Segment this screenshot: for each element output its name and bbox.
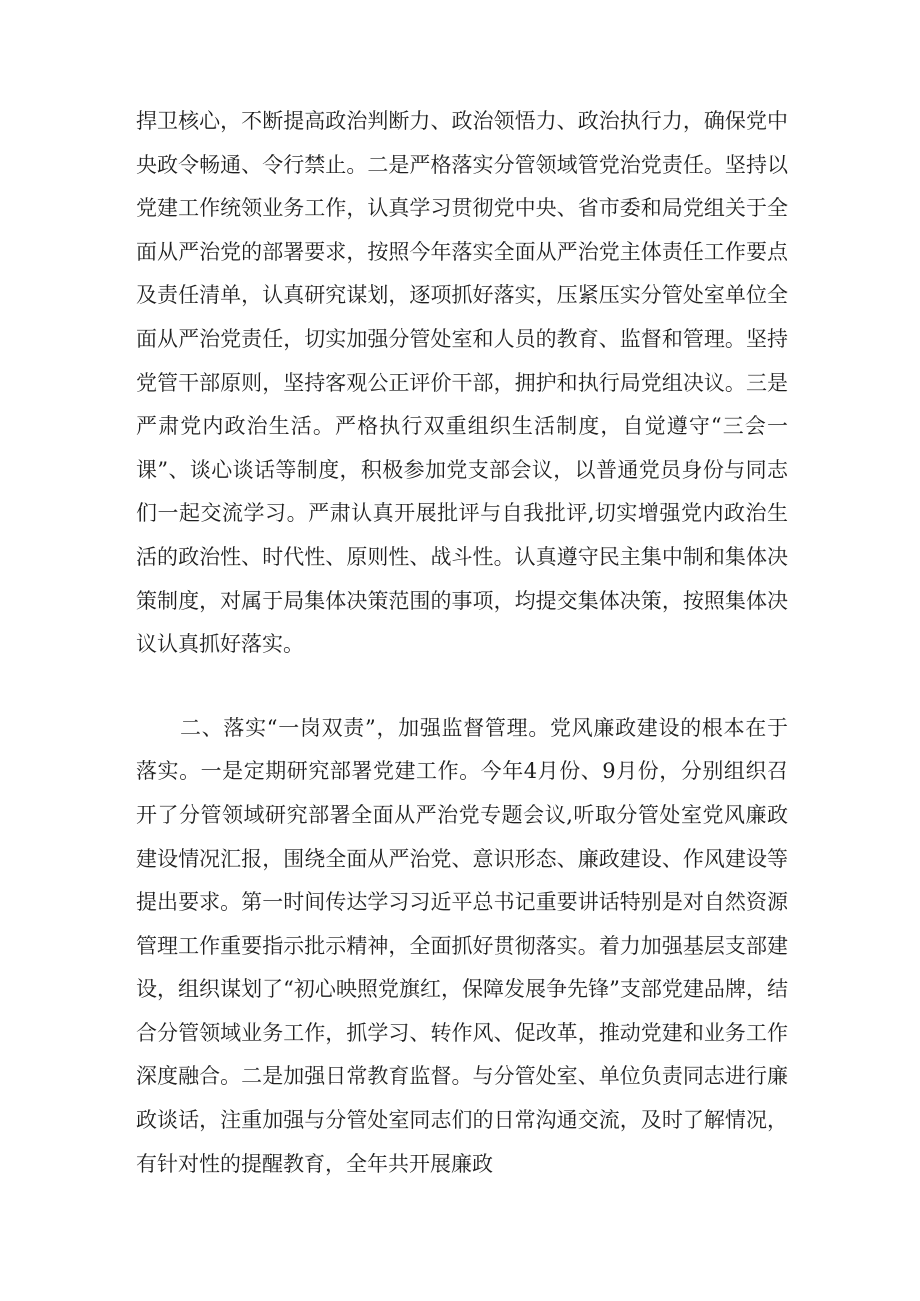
paragraph-section-two: 二、落实“一岗双责”，加强监督管理。党风廉政建设的根本在于落实。一是定期研究部署党建工作。今年4月份、9月份，分别组织召开了分管领域研究部署全面从严治党专题会议,听取分管处室党风廉政建设情况汇报，围绕全面从严治党、意识形态、廉政建设、作风建设等提出要求。第一时间传达学习习近平总书记重要讲话特别是对自然资源管理工作重要指示批示精神，全面抓好贯彻落实。着力加强基层支部建设，组织谋划了“初心映照党旗红，保障发展争先锋”支部党建品牌，结合分管领域业务工作，抓学习、转作风、促改革，推动党建和业务工作深度融合。二是加强日常教育监督。与分管处室、单位负责同志进行廉政谈话，注重加强与分管处室同志们的日常沟通交流，及时了解情况，有针对性的提醒教育，全年共开展廉政: [136, 715, 788, 1176]
paragraph-spacer: [136, 667, 788, 707]
document-body: [136, 100, 788, 1186]
paragraph-continuation: 捍卫核心，不断提高政治判断力、政治领悟力、政治执行力，确保党中央政令畅通、令行禁止。二是严格落实分管领域管党治党责任。坚持以党建工作统领业务工作，认真学习贯彻党中央、省市委和局党组关于全面从严治党的部署要求，按照今年落实全面从严治党主体责任工作要点及责任清单，认真研究谋划，逐项抓好落实，压紧压实分管处室单位全面从严治党责任，切实加强分管处室和人员的教育、监督和管理。坚持党管干部原则，坚持客观公正评价干部，拥护和执行局党组决议。三是严肃党内政治生活。严格执行双重组织生活制度，自觉遵守“三会一课”、谈心谈话等制度，积极参加党支部会议，以普通党员身份与同志们一起交流学习。严肃认真开展批评与自我批评,切实增强党内政治生活的政治性、时代性、原则性、战斗性。认真遵守民主集中制和集体决策制度，对属于局集体决策范围的事项，均提交集体决策，按照集体决议认真抓好落实。: [136, 109, 788, 657]
